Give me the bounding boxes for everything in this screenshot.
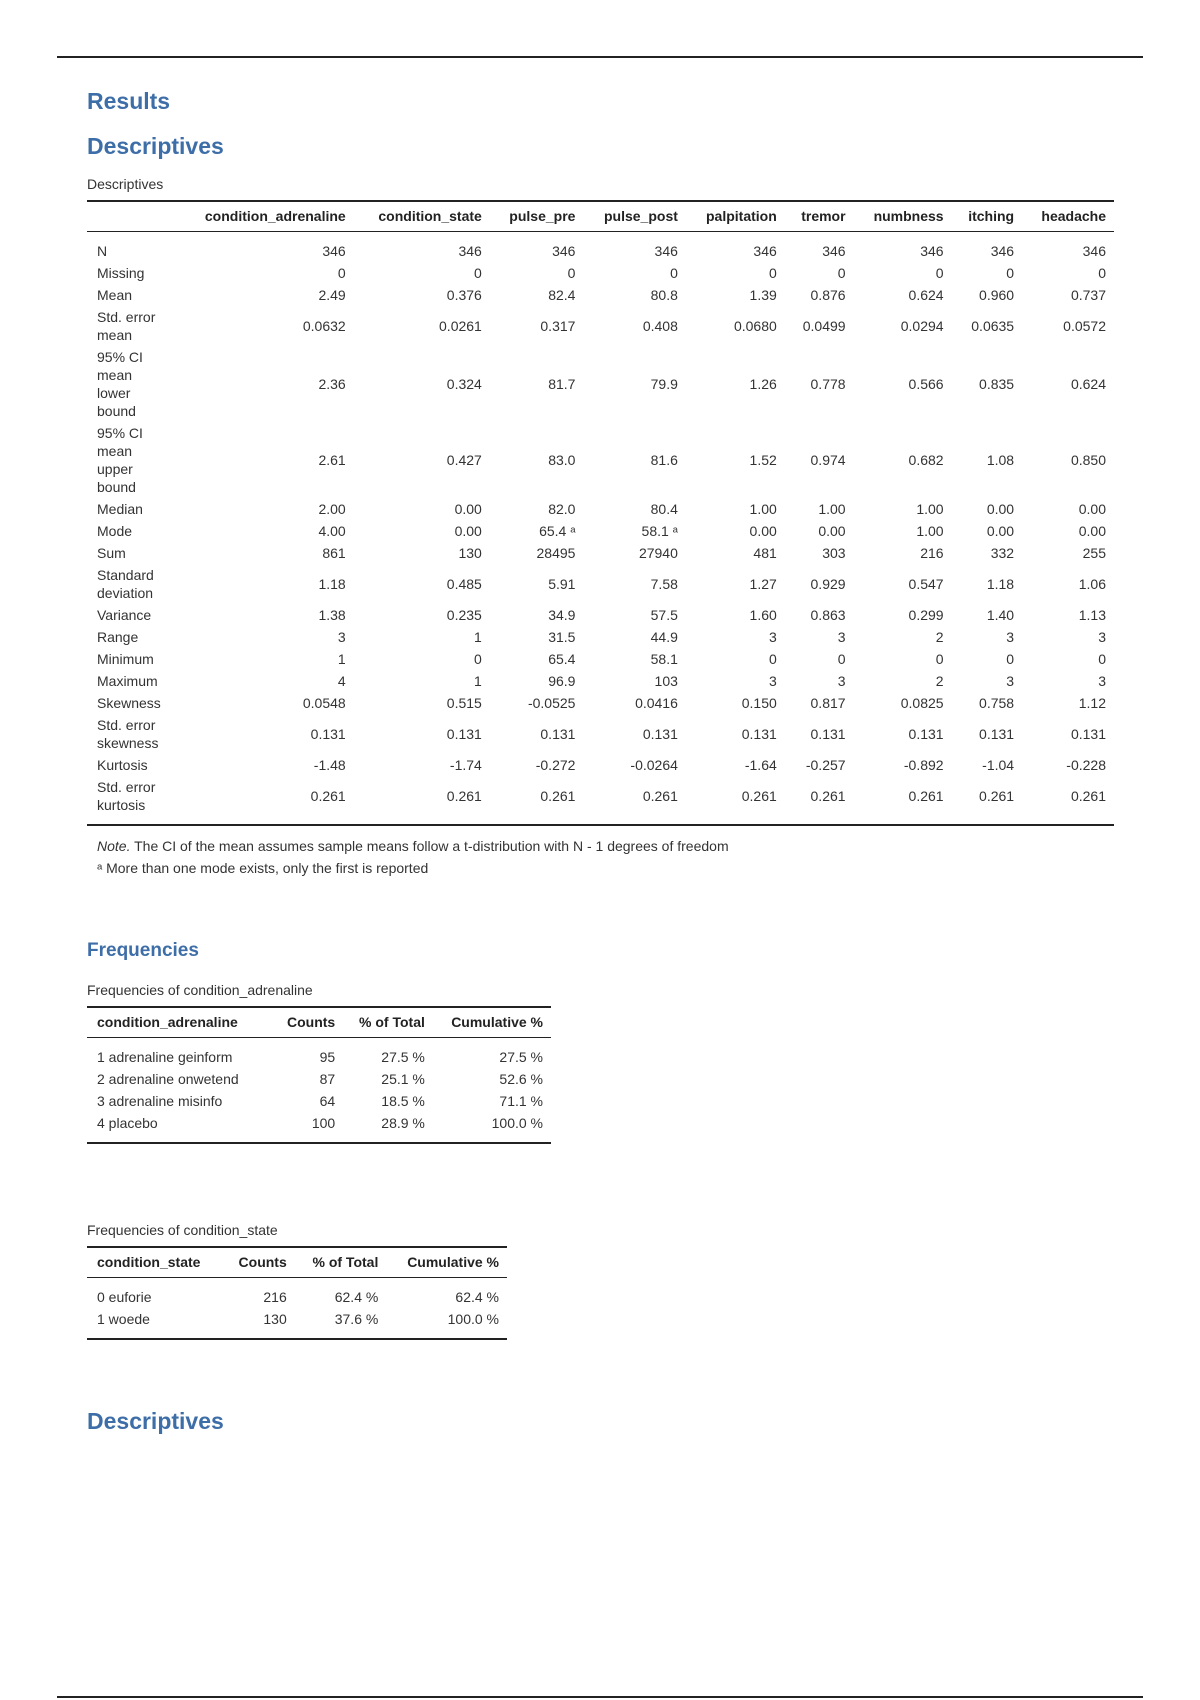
table-cell: 0.0294 — [900, 318, 944, 334]
table-row — [87, 1308, 507, 1339]
table-cell: 3 — [837, 673, 846, 689]
table-cell: 95 — [319, 1049, 336, 1065]
table-cell: 0.737 — [1070, 287, 1106, 303]
table-cell: 346 — [654, 243, 678, 259]
table-cell: 0 — [1098, 651, 1106, 667]
table-cell: -0.0525 — [527, 695, 576, 711]
table-cell: 0.261 — [310, 788, 346, 804]
table-cell: 0.131 — [810, 726, 846, 742]
table-cell: 0.566 — [908, 376, 944, 392]
table-row — [87, 1068, 551, 1090]
table-cell: 0.817 — [810, 695, 846, 711]
table-row — [87, 754, 1114, 776]
freq-state-body — [87, 1278, 507, 1340]
column-header: pulse_pre — [490, 201, 584, 232]
table-cell: 346 — [920, 243, 944, 259]
table-cell: 0 — [768, 651, 777, 667]
table-row — [87, 1038, 551, 1069]
table-cell: 0.317 — [540, 318, 576, 334]
column-header: % of Total — [343, 1007, 433, 1038]
table-cell: 71.1 % — [499, 1093, 543, 1109]
row-label: 3 adrenaline misinfo — [97, 1093, 223, 1109]
table-cell: 0.0572 — [1063, 318, 1106, 334]
table-cell: 0.0548 — [302, 695, 346, 711]
table-cell: 0 — [474, 265, 482, 281]
table-cell: 861 — [322, 545, 346, 561]
table-cell: 0 — [1098, 265, 1106, 281]
results-content — [87, 80, 1117, 1435]
table-cell: 0.131 — [540, 726, 576, 742]
table-cell: 3 — [1006, 673, 1015, 689]
table-cell: 3 — [837, 629, 846, 645]
table-cell: 0.131 — [642, 726, 678, 742]
table-cell: 0.0416 — [635, 695, 678, 711]
table-cell: -1.48 — [313, 757, 346, 773]
column-header: % of Total — [295, 1247, 387, 1278]
table-cell: 0.408 — [642, 318, 678, 334]
table-bottom-rule — [87, 1339, 507, 1350]
table-row — [87, 520, 1114, 542]
table-row — [87, 346, 1114, 422]
row-label: 95% CI mean upper bound — [97, 425, 143, 495]
table-cell: 0.974 — [810, 452, 846, 468]
table-cell: 0 — [768, 265, 777, 281]
table-cell: 1.26 — [749, 376, 777, 392]
table-cell: 4 — [337, 673, 346, 689]
table-cell: 0.0825 — [900, 695, 944, 711]
column-header: Counts — [273, 1007, 343, 1038]
column-header: itching — [952, 201, 1023, 232]
row-label: Standard deviation — [97, 567, 154, 601]
table-cell: 0.0632 — [302, 318, 346, 334]
table-bottom-rule — [87, 1143, 551, 1154]
row-label: Std. error skewness — [97, 717, 159, 751]
table-cell: 346 — [1082, 243, 1106, 259]
table-cell: -1.64 — [744, 757, 777, 773]
results-heading: Results — [87, 88, 171, 114]
table-cell: 100 — [311, 1115, 336, 1131]
footnote-mark: ᵃ — [97, 860, 103, 876]
table-cell: 1.06 — [1078, 576, 1106, 592]
table-cell: 0.150 — [741, 695, 777, 711]
table-cell: 481 — [753, 545, 777, 561]
freq-adrenaline-table — [87, 1006, 551, 1154]
table-row — [87, 564, 1114, 604]
table-cell: 346 — [322, 243, 346, 259]
table-cell: -0.228 — [1066, 757, 1106, 773]
table-row — [87, 422, 1114, 498]
table-cell: 25.1 % — [381, 1071, 425, 1087]
table-cell: 0.624 — [908, 287, 944, 303]
table-cell: 3 — [768, 673, 777, 689]
table-cell: 0.131 — [979, 726, 1015, 742]
table-cell: 1.18 — [318, 576, 346, 592]
table-footnote — [97, 857, 1104, 879]
table-cell: 96.9 — [548, 673, 576, 689]
table-cell: 303 — [822, 545, 846, 561]
row-label: 95% CI mean lower bound — [97, 349, 143, 419]
page-top-rule — [57, 56, 1143, 58]
table-row — [87, 1112, 551, 1143]
table-cell: 0.515 — [446, 695, 482, 711]
table-cell: 34.9 — [548, 607, 576, 623]
note-text: The CI of the mean assumes sample means follow a t-distribution with N - 1 degrees of freedom — [130, 838, 729, 854]
row-label: Sum — [97, 545, 126, 561]
table-cell: 1.39 — [749, 287, 777, 303]
table-cell: 65.4 ᵃ — [539, 523, 576, 539]
table-cell: 100.0 % — [447, 1311, 499, 1327]
table-cell: 100.0 % — [491, 1115, 543, 1131]
footnote-text: More than one mode exists, only the first is reported — [102, 860, 429, 876]
table-cell: 62.4 % — [334, 1289, 379, 1305]
table-row — [87, 714, 1114, 754]
table-cell: 1.00 — [916, 523, 944, 539]
column-header: numbness — [854, 201, 952, 232]
table-row — [87, 284, 1114, 306]
table-cell: 27.5 % — [381, 1049, 425, 1065]
table-cell: -0.892 — [903, 757, 944, 773]
table-cell: 0.261 — [741, 788, 777, 804]
table-cell: 0 — [567, 265, 576, 281]
table-cell: 0.00 — [1078, 501, 1106, 517]
table-cell: 0 — [935, 265, 944, 281]
table-cell: 130 — [458, 545, 482, 561]
table-cell: 3 — [1098, 673, 1106, 689]
table-note — [97, 835, 1104, 857]
table-cell: 28.9 % — [381, 1115, 425, 1131]
table-cell: 0.929 — [810, 576, 846, 592]
table-cell: 0 — [474, 651, 482, 667]
table-cell: 3 — [337, 629, 346, 645]
table-row — [87, 232, 1114, 263]
table-cell: 58.1 — [650, 651, 678, 667]
table-cell: 2.36 — [318, 376, 346, 392]
table-cell: 0.131 — [446, 726, 482, 742]
table-row — [87, 648, 1114, 670]
table-cell: 82.4 — [548, 287, 576, 303]
table-cell: 58.1 ᵃ — [641, 523, 678, 539]
table-cell: 103 — [654, 673, 678, 689]
table-cell: 0.0499 — [802, 318, 846, 334]
table-row — [87, 498, 1114, 520]
table-cell: -1.04 — [982, 757, 1015, 773]
table-cell: 0.960 — [979, 287, 1015, 303]
table-cell: 0.0635 — [971, 318, 1015, 334]
table-cell: 0.682 — [908, 452, 944, 468]
table-cell: 0.131 — [908, 726, 944, 742]
table-cell: 2.61 — [318, 452, 346, 468]
table-cell: 87 — [319, 1071, 336, 1087]
descriptives-heading-2: Descriptives — [87, 1408, 224, 1434]
table-cell: 0.324 — [446, 376, 482, 392]
table-cell: 0.427 — [446, 452, 482, 468]
table-cell: 0.00 — [454, 523, 482, 539]
table-cell: 1.27 — [749, 576, 777, 592]
table-cell: 0 — [1006, 651, 1015, 667]
table-cell: 3 — [1006, 629, 1015, 645]
table-cell: 0.261 — [810, 788, 846, 804]
table-cell: 81.7 — [548, 376, 576, 392]
column-header: condition_adrenaline — [175, 201, 354, 232]
table-cell: 0.261 — [446, 788, 482, 804]
column-header: Cumulative % — [433, 1007, 551, 1038]
table-cell: 0 — [670, 265, 678, 281]
column-header — [87, 201, 175, 232]
table-cell: 1.00 — [749, 501, 777, 517]
row-label: Std. error kurtosis — [97, 779, 156, 813]
table-cell: 64 — [319, 1093, 336, 1109]
table-cell: 0.624 — [1070, 376, 1106, 392]
row-label: Mean — [97, 287, 133, 303]
table-cell: 0 — [837, 651, 846, 667]
table-cell: 1 — [474, 673, 482, 689]
table-cell: 7.58 — [650, 576, 678, 592]
table-cell: 44.9 — [650, 629, 678, 645]
table-cell: 1.13 — [1078, 607, 1106, 623]
table-cell: 1.38 — [318, 607, 346, 623]
table-cell: 216 — [263, 1289, 287, 1305]
column-header: Counts — [223, 1247, 295, 1278]
column-header: condition_state — [354, 201, 490, 232]
freq-adrenaline-body — [87, 1038, 551, 1144]
table-cell: 0.00 — [986, 501, 1015, 517]
table-cell: 2.49 — [318, 287, 346, 303]
table-cell: 0.778 — [810, 376, 846, 392]
table-cell: 346 — [753, 243, 777, 259]
table-row — [87, 776, 1114, 825]
table-cell: 0.00 — [986, 523, 1015, 539]
table-cell: 1.08 — [986, 452, 1015, 468]
table-cell: 0.0680 — [733, 318, 777, 334]
row-label: 0 euforie — [97, 1289, 152, 1305]
table-cell: 0.299 — [908, 607, 944, 623]
table-cell: 346 — [990, 243, 1015, 259]
table-cell: 52.6 % — [499, 1071, 543, 1087]
table-cell: 2.00 — [318, 501, 346, 517]
row-label: 4 placebo — [97, 1115, 158, 1131]
table-cell: 0 — [837, 265, 846, 281]
table-cell: 2 — [935, 629, 944, 645]
table-cell: 80.4 — [650, 501, 678, 517]
table-cell: 0.758 — [979, 695, 1015, 711]
table-cell: 0.261 — [1070, 788, 1106, 804]
table-row — [87, 604, 1114, 626]
table-row — [87, 306, 1114, 346]
column-header: condition_state — [87, 1247, 223, 1278]
table-cell: 1.18 — [986, 576, 1015, 592]
table-cell: 0.131 — [1070, 726, 1106, 742]
table-cell: 0.261 — [642, 788, 678, 804]
table-cell: 0.00 — [749, 523, 777, 539]
descriptives-table-body — [87, 232, 1114, 826]
table-cell: 0.0261 — [439, 318, 482, 334]
row-label: Skewness — [97, 695, 161, 711]
table-cell: 332 — [990, 545, 1015, 561]
table-row — [87, 626, 1114, 648]
table-cell: 0.863 — [810, 607, 846, 623]
table-row — [87, 1278, 507, 1309]
table-cell: 1.60 — [749, 607, 777, 623]
table-cell: 65.4 — [548, 651, 576, 667]
table-cell: 0.547 — [908, 576, 944, 592]
table-cell: 57.5 — [650, 607, 678, 623]
row-label: Range — [97, 629, 139, 645]
table-cell: 27.5 % — [499, 1049, 543, 1065]
table-cell: 1 — [474, 629, 482, 645]
descriptives-table-notes — [87, 825, 1114, 882]
table-row — [87, 692, 1114, 714]
column-header: palpitation — [686, 201, 785, 232]
table-cell: 1 — [337, 651, 346, 667]
table-cell: 31.5 — [548, 629, 576, 645]
column-header: headache — [1022, 201, 1114, 232]
row-label: Std. error mean — [97, 309, 156, 343]
table-cell: -0.272 — [535, 757, 576, 773]
table-cell: 0.261 — [908, 788, 944, 804]
table-cell: 5.91 — [548, 576, 576, 592]
row-label: 1 woede — [97, 1311, 150, 1327]
row-label: Mode — [97, 523, 133, 539]
table-cell: 346 — [552, 243, 576, 259]
table-row — [87, 542, 1114, 564]
row-label: Kurtosis — [97, 757, 148, 773]
descriptives-table-caption: Descriptives — [87, 176, 164, 192]
table-cell: 0.00 — [454, 501, 482, 517]
table-cell: 1.12 — [1078, 695, 1106, 711]
page-bottom-rule — [57, 1696, 1143, 1698]
table-cell: 1.52 — [749, 452, 777, 468]
table-cell: 255 — [1082, 545, 1106, 561]
table-cell: 81.6 — [650, 452, 678, 468]
table-cell: 0.261 — [979, 788, 1015, 804]
column-header: condition_adrenaline — [87, 1007, 273, 1038]
table-cell: 37.6 % — [334, 1311, 379, 1327]
table-cell: 0 — [337, 265, 346, 281]
table-cell: 0.261 — [540, 788, 576, 804]
table-cell: 2 — [935, 673, 944, 689]
table-cell: 0.131 — [741, 726, 777, 742]
table-cell: 346 — [822, 243, 846, 259]
table-cell: 3 — [1098, 629, 1106, 645]
row-label: 1 adrenaline geinform — [97, 1049, 233, 1065]
freq-adrenaline-caption: Frequencies of condition_adrenaline — [87, 982, 313, 998]
table-cell: 0.485 — [446, 576, 482, 592]
table-cell: 0 — [1006, 265, 1015, 281]
table-cell: 1.40 — [986, 607, 1015, 623]
table-cell: 0.235 — [446, 607, 482, 623]
row-label: N — [97, 243, 108, 259]
table-cell: 0.850 — [1070, 452, 1106, 468]
descriptives-header-row — [87, 201, 1114, 232]
table-cell: 62.4 % — [455, 1289, 499, 1305]
table-cell: 18.5 % — [381, 1093, 425, 1109]
table-cell: 0.00 — [1078, 523, 1106, 539]
table-cell: 28495 — [536, 545, 576, 561]
table-cell: 0.376 — [446, 287, 482, 303]
row-label: Minimum — [97, 651, 154, 667]
table-cell: 1.00 — [818, 501, 846, 517]
table-cell: 80.8 — [650, 287, 678, 303]
table-cell: 0.00 — [818, 523, 846, 539]
column-header: tremor — [785, 201, 854, 232]
freq-state-caption: Frequencies of condition_state — [87, 1222, 278, 1238]
table-cell: 4.00 — [318, 523, 346, 539]
table-cell: 0 — [935, 651, 944, 667]
table-cell: 0.876 — [810, 287, 846, 303]
table-cell: 83.0 — [548, 452, 576, 468]
table-cell: 130 — [263, 1311, 287, 1327]
table-cell: -0.0264 — [630, 757, 678, 773]
row-label: Median — [97, 501, 143, 517]
column-header: Cumulative % — [386, 1247, 507, 1278]
descriptives-heading: Descriptives — [87, 133, 224, 159]
table-cell: 27940 — [638, 545, 678, 561]
table-cell: 346 — [458, 243, 482, 259]
row-label: Maximum — [97, 673, 158, 689]
row-label: 2 adrenaline onwetend — [97, 1071, 239, 1087]
table-row — [87, 262, 1114, 284]
row-label: Missing — [97, 265, 145, 281]
table-cell: 1.00 — [916, 501, 944, 517]
column-header: pulse_post — [583, 201, 685, 232]
freq-state-header-row — [87, 1247, 507, 1278]
freq-state-table — [87, 1246, 507, 1350]
table-cell: 0.835 — [979, 376, 1015, 392]
table-row — [87, 1090, 551, 1112]
table-cell: 0.131 — [310, 726, 346, 742]
note-prefix: Note. — [97, 838, 131, 854]
freq-adrenaline-header-row — [87, 1007, 551, 1038]
table-cell: -0.257 — [805, 757, 846, 773]
table-cell: -1.74 — [449, 757, 482, 773]
table-cell: 3 — [768, 629, 777, 645]
table-row — [87, 670, 1114, 692]
table-cell: 82.0 — [548, 501, 576, 517]
frequencies-heading: Frequencies — [87, 940, 199, 961]
row-label: Variance — [97, 607, 152, 623]
descriptives-table — [87, 200, 1114, 882]
table-cell: 79.9 — [650, 376, 678, 392]
table-cell: 216 — [920, 545, 944, 561]
